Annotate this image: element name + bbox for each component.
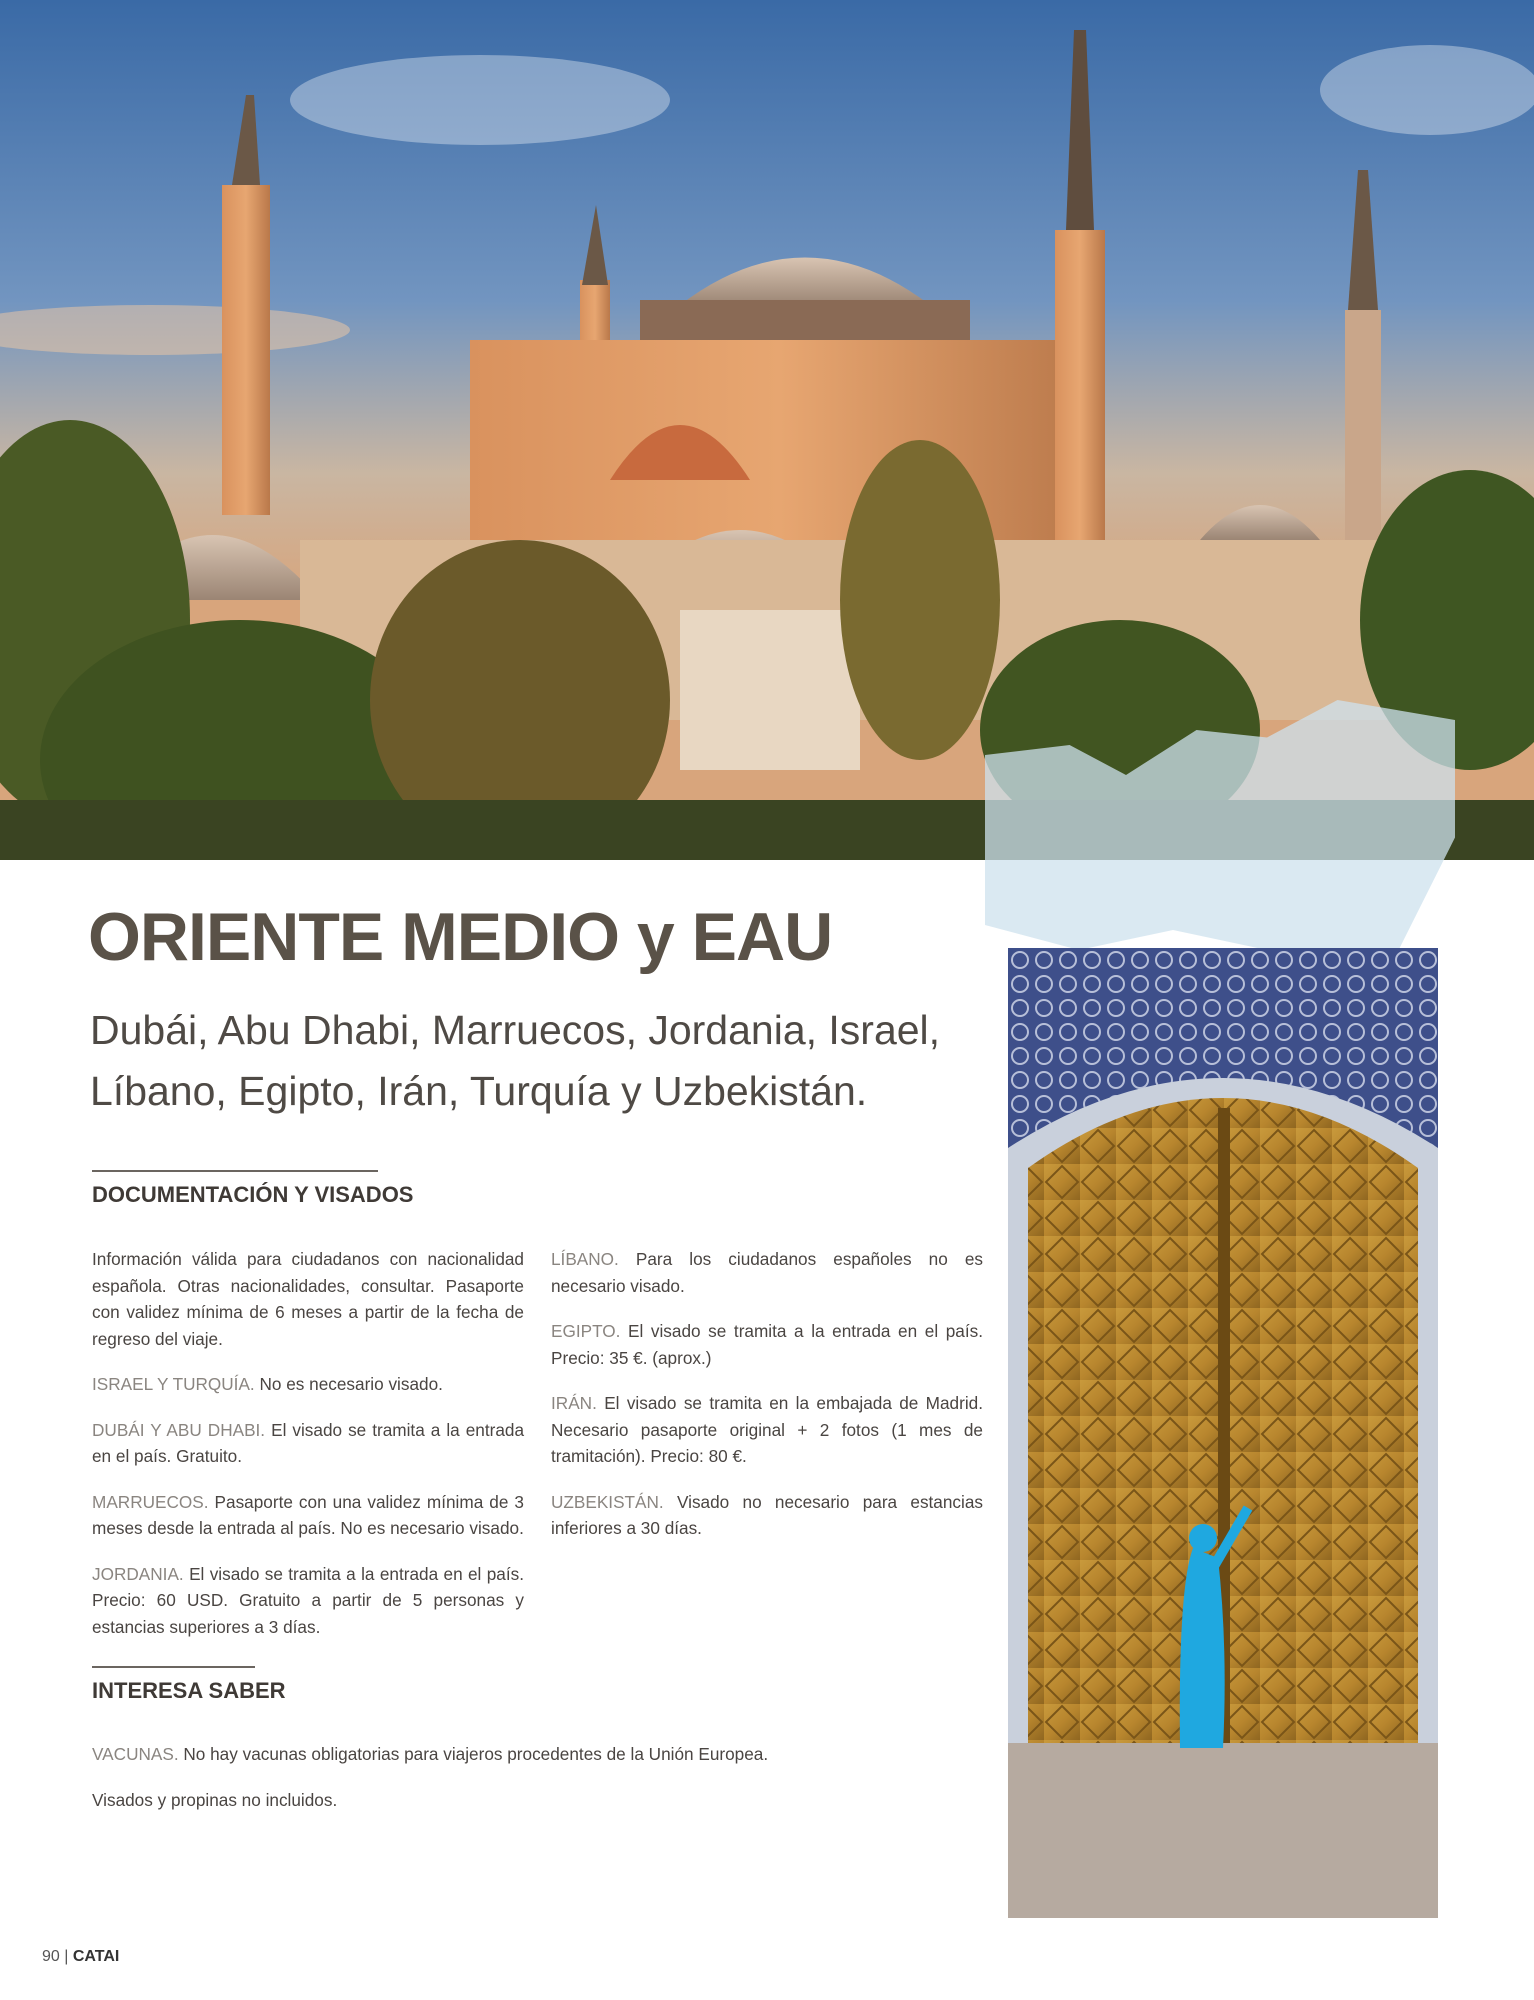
visa-item-label: EGIPTO. xyxy=(551,1321,621,1341)
visa-item-text: El visado se tramita a la entrada en el país. Precio: 35 €. (aprox.) xyxy=(551,1321,984,1368)
page-title: ORIENTE MEDIO y EAU xyxy=(88,899,833,975)
visa-item-label: MARRUECOS. xyxy=(92,1491,209,1512)
section-heading-documentacion: DOCUMENTACIÓN Y VISADOS xyxy=(92,1170,378,1208)
visa-item-label: LÍBANO. xyxy=(551,1249,619,1269)
door-photo-morocco xyxy=(1008,948,1438,1918)
documentacion-intro: Información válida para ciudadanos con nacionalidad española. Otras nacionalidades, consultar. Pasaporte con validez mínima de 6 meses a partir de la fecha de regreso del viaje. xyxy=(92,1249,524,1349)
page-number: 90 xyxy=(42,1948,60,1965)
section-heading-interesa-saber: INTERESA SABER xyxy=(92,1666,255,1704)
vacunas-label: VACUNAS. xyxy=(92,1744,179,1764)
documentacion-column-left xyxy=(92,1246,524,1659)
visa-item-iran xyxy=(551,1390,983,1470)
visa-item-label: IRÁN. xyxy=(551,1393,597,1413)
page-subtitle: Dubái, Abu Dhabi, Marruecos, Jordania, Israel, Líbano, Egipto, Irán, Turquía y Uzbekistán. xyxy=(90,1007,941,1114)
visados-propinas-note: Visados y propinas no incluidos. xyxy=(92,1789,338,1810)
visa-item-marruecos xyxy=(92,1489,524,1542)
interesa-saber-body xyxy=(92,1741,992,1832)
visa-item-text: Visado no necesario para estancias inferiores a 30 días. xyxy=(551,1491,983,1538)
visa-item-text: El visado se tramita a la entrada en el país. Precio: 60 USD. Gratuito a partir de 5 personas y estancias superiores a 3 días. xyxy=(92,1563,525,1637)
door-illustration xyxy=(1008,948,1438,1918)
visa-item-text: Pasaporte con una validez mínima de 3 meses desde la entrada al país. No es necesario visado. xyxy=(92,1491,524,1538)
visa-item-text: El visado se tramita a la entrada en el país. Gratuito. xyxy=(92,1419,525,1466)
vacunas-note xyxy=(92,1741,992,1768)
visa-item-uzbekistan xyxy=(551,1489,983,1542)
visa-item-label: ISRAEL Y TURQUÍA. xyxy=(92,1374,255,1394)
documentacion-column-right xyxy=(551,1246,983,1561)
page-footer xyxy=(42,1948,119,1966)
visa-item-label: DUBÁI Y ABU DHABI. xyxy=(92,1419,266,1440)
visa-item-egipto xyxy=(551,1318,983,1371)
visa-item-jordania xyxy=(92,1561,524,1641)
vacunas-text: No hay vacunas obligatorias para viajeros procedentes de la Unión Europea. xyxy=(183,1744,769,1764)
footer-separator: | xyxy=(64,1948,69,1965)
visa-item-text: No es necesario visado. xyxy=(259,1374,443,1394)
visa-item-label: JORDANIA. xyxy=(92,1563,184,1584)
visa-item-label: UZBEKISTÁN. xyxy=(551,1491,664,1512)
brand-name: CATAI xyxy=(72,1948,120,1965)
visa-item-libano xyxy=(551,1246,983,1299)
visa-item-dubai-abu-dhabi xyxy=(92,1417,524,1470)
visa-item-text: Para los ciudadanos españoles no es necesario visado. xyxy=(551,1249,983,1296)
visa-item-israel-turquia xyxy=(92,1371,524,1398)
visa-item-text: El visado se tramita en la embajada de Madrid. Necesario pasaporte original + 2 fotos (1 mes de tramitación). Precio: 80 €. xyxy=(551,1393,983,1466)
